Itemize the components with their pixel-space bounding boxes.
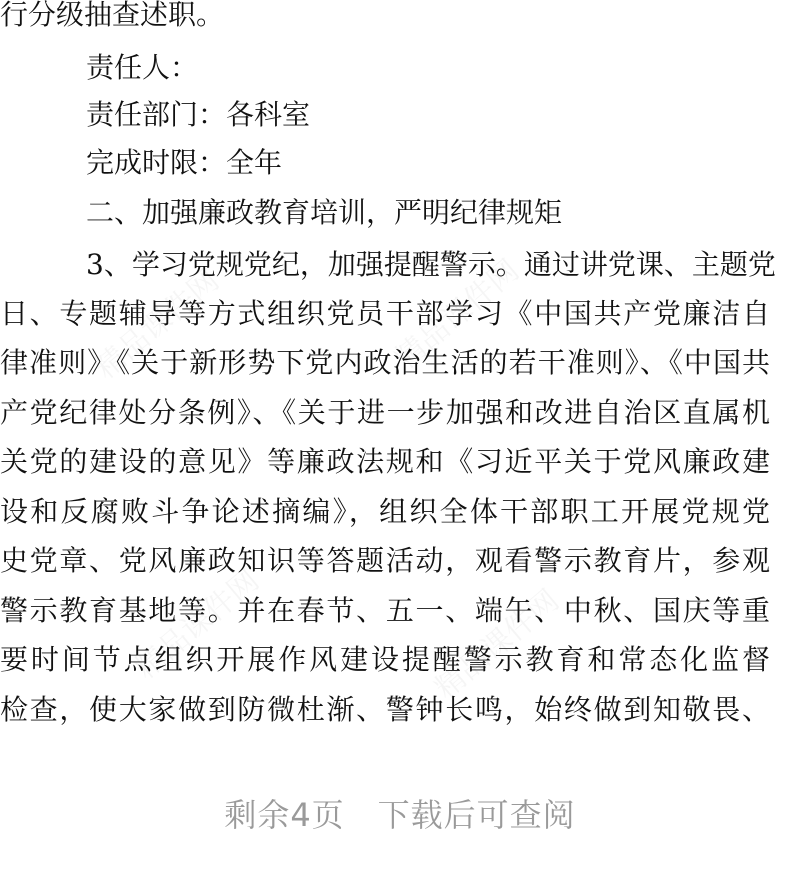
body-line: 要时间节点组织开展作风建设提醒警示教育和常态化监督 xyxy=(0,643,770,676)
body-line: 律准则》《关于新形势下党内政治生活的若干准则》、《中国共 xyxy=(0,346,770,379)
remaining-pages-notice[interactable]: 剩余4页 下载后可查阅 xyxy=(224,796,576,834)
responsible-department: 责任部门：各科室 xyxy=(86,98,311,131)
body-line: 设和反腐败斗争论述摘编》，组织全体干部职工开展党规党 xyxy=(0,495,770,528)
body-line: 警示教育基地等。并在春节、五一、端午、中秋、国庆等重 xyxy=(0,594,770,627)
body-line: 3、学习党规党纪，加强提醒警示。通过讲党课、主题党 xyxy=(86,248,776,281)
body-line: 产党纪律处分条例》、《关于进一步加强和改进自治区直属机 xyxy=(0,396,770,429)
section-heading: 二、加强廉政教育培训，严明纪律规矩 xyxy=(86,196,563,229)
responsible-person: 责任人： xyxy=(86,51,199,84)
deadline: 完成时限：全年 xyxy=(86,146,283,179)
body-line: 日、专题辅导等方式组织党员干部学习《中国共产党廉洁自 xyxy=(0,297,770,330)
body-line: 史党章、党风廉政知识等答题活动，观看警示教育片，参观 xyxy=(0,544,770,577)
body-line: 检查，使大家做到防微杜渐、警钟长鸣，始终做到知敬畏、 xyxy=(0,693,770,726)
body-line: 行分级抽查述职。 xyxy=(0,0,225,31)
body-line: 关党的建设的意见》等廉政法规和《习近平关于党风廉政建 xyxy=(0,445,770,478)
